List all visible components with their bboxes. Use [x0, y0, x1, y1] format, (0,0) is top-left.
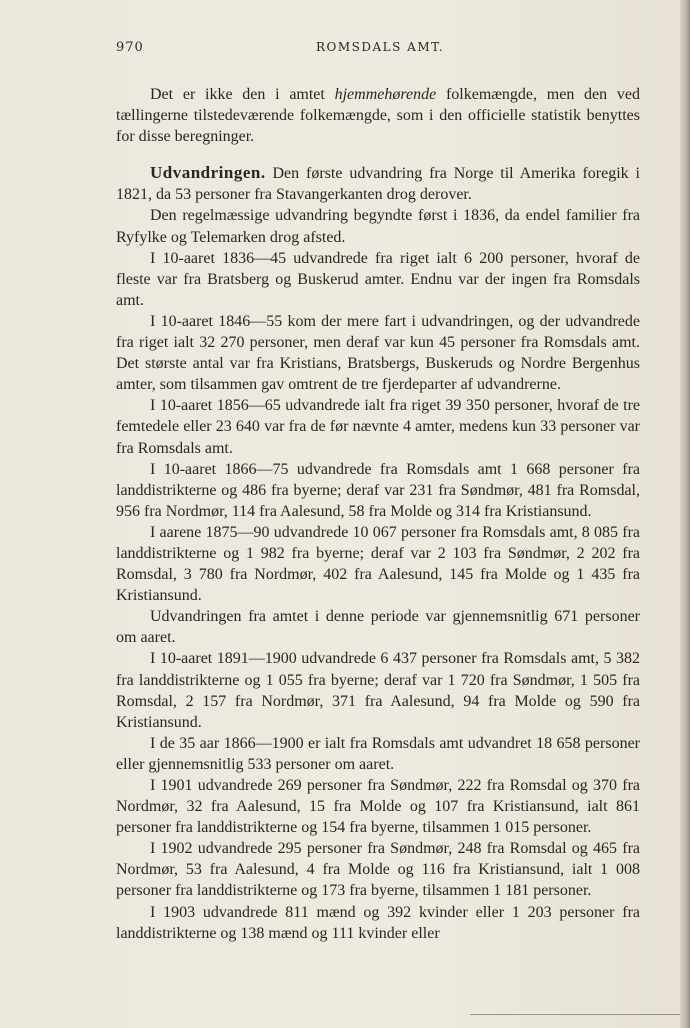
- paragraph: Den regelmæssige udvandring begyndte først i 1836, da endel familier fra Ryfylke og Telemarken drog afsted.: [116, 207, 640, 246]
- intro-text-1: Det er ikke den i amtet: [150, 86, 335, 103]
- paragraph: I 10-aaret 1856—65 udvandrede ialt fra riget 39 350 personer, hvoraf de tre femtedele eller 23 640 var fra de før nævnte 4 amter, medens kun 33 personer var fra Romsdals amt.: [116, 397, 640, 457]
- paragraph: I 10-aaret 1846—55 kom der mere fart i udvandringen, og der udvandrede fra riget ialt 32 270 personer, men deraf var kun 45 personer fra Romsdals amt. Det største antal var fra Kristians, Bratsbergs, Buskeruds og Nordre Bergenhus amter, som tilsammen gav omtrent de tre fjerdeparter af udvandrerne.: [116, 312, 640, 394]
- page-number: 970: [116, 40, 144, 55]
- paragraph: I 10-aaret 1891—1900 udvandrede 6 437 personer fra Romsdals amt, 5 382 fra landdistrikterne og 1 055 fra byerne; deraf var 1 720 fra Søndmør, 1 505 fra Romsdal, 2 157 fra Nordmør, 371 fra Aalesund, 94 fra Molde og 590 fra Kristiansund.: [116, 650, 640, 731]
- paragraph: I 1901 udvandrede 269 personer fra Søndmør, 222 fra Romsdal og 370 fra Nordmør, 32 fra Aalesund, 15 fra Molde og 107 fra Kristiansund, ialt 861 personer fra landdistrikterne og 154 fra byerne, tilsammen 1 015 personer.: [116, 777, 640, 837]
- page-header: [116, 40, 640, 62]
- paragraph: I 1902 udvandrede 295 personer fra Søndmør, 248 fra Romsdal og 465 fra Nordmør, 53 fra Aalesund, 4 fra Molde og 116 fra Kristiansund, ialt 1 008 personer fra landdistrikterne og 173 fra byerne, tilsammen 1 181 personer.: [116, 840, 640, 900]
- bottom-rule: [470, 1014, 680, 1015]
- section-heading: Udvandringen.: [150, 163, 266, 183]
- section-opening-paragraph: [116, 162, 640, 205]
- body-text: [116, 84, 640, 944]
- intro-italic-word: hjemmehørende: [334, 86, 437, 103]
- page-edge: [680, 0, 690, 1028]
- intro-paragraph: [116, 84, 640, 147]
- running-title: ROMSDALS AMT.: [316, 40, 445, 54]
- paragraph: I aarene 1875—90 udvandrede 10 067 personer fra Romsdals amt, 8 085 fra landdistrikterne og 1 982 fra byerne; deraf var 2 103 fra Søndmør, 2 202 fra Romsdal, 3 780 fra Nordmør, 402 fra Aalesund, 145 fra Molde og 1 435 fra Kristiansund.: [116, 523, 640, 605]
- section-first-text: Den første udvandring fra Norge til Amerika foregik i 1821, da 53 personer fra Stavangerkanten drog derover.: [116, 165, 640, 204]
- paragraph: I de 35 aar 1866—1900 er ialt fra Romsdals amt udvandret 18 658 personer eller gjennemsnitlig 533 personer om aaret.: [116, 734, 640, 773]
- paragraph: I 10-aaret 1836—45 udvandrede fra riget ialt 6 200 personer, hvoraf de fleste var fra Bratsberg og Buskerud amter. Endnu var der ingen fra Romsdals amt.: [116, 249, 640, 309]
- paragraph: I 10-aaret 1866—75 udvandrede fra Romsdals amt 1 668 personer fra landdistrikterne og 486 fra byerne; deraf var 231 fra Søndmør, 481 fra Romsdal, 956 fra Nordmør, 114 fra Aalesund, 58 fra Molde og 314 fra Kristiansund.: [116, 460, 640, 520]
- intro-text-2: folkemængde, men den ved tællingerne tilstedeværende folkemængde, som i den officielle statistik benyttes for disse beregninger.: [116, 86, 641, 146]
- paragraph: Udvandringen fra amtet i denne periode var gjennemsnitlig 671 personer om aaret.: [116, 608, 640, 647]
- paragraph: I 1903 udvandrede 811 mænd og 392 kvinder eller 1 203 personer fra landdistrikterne og 138 mænd og 111 kvinder eller: [116, 903, 640, 942]
